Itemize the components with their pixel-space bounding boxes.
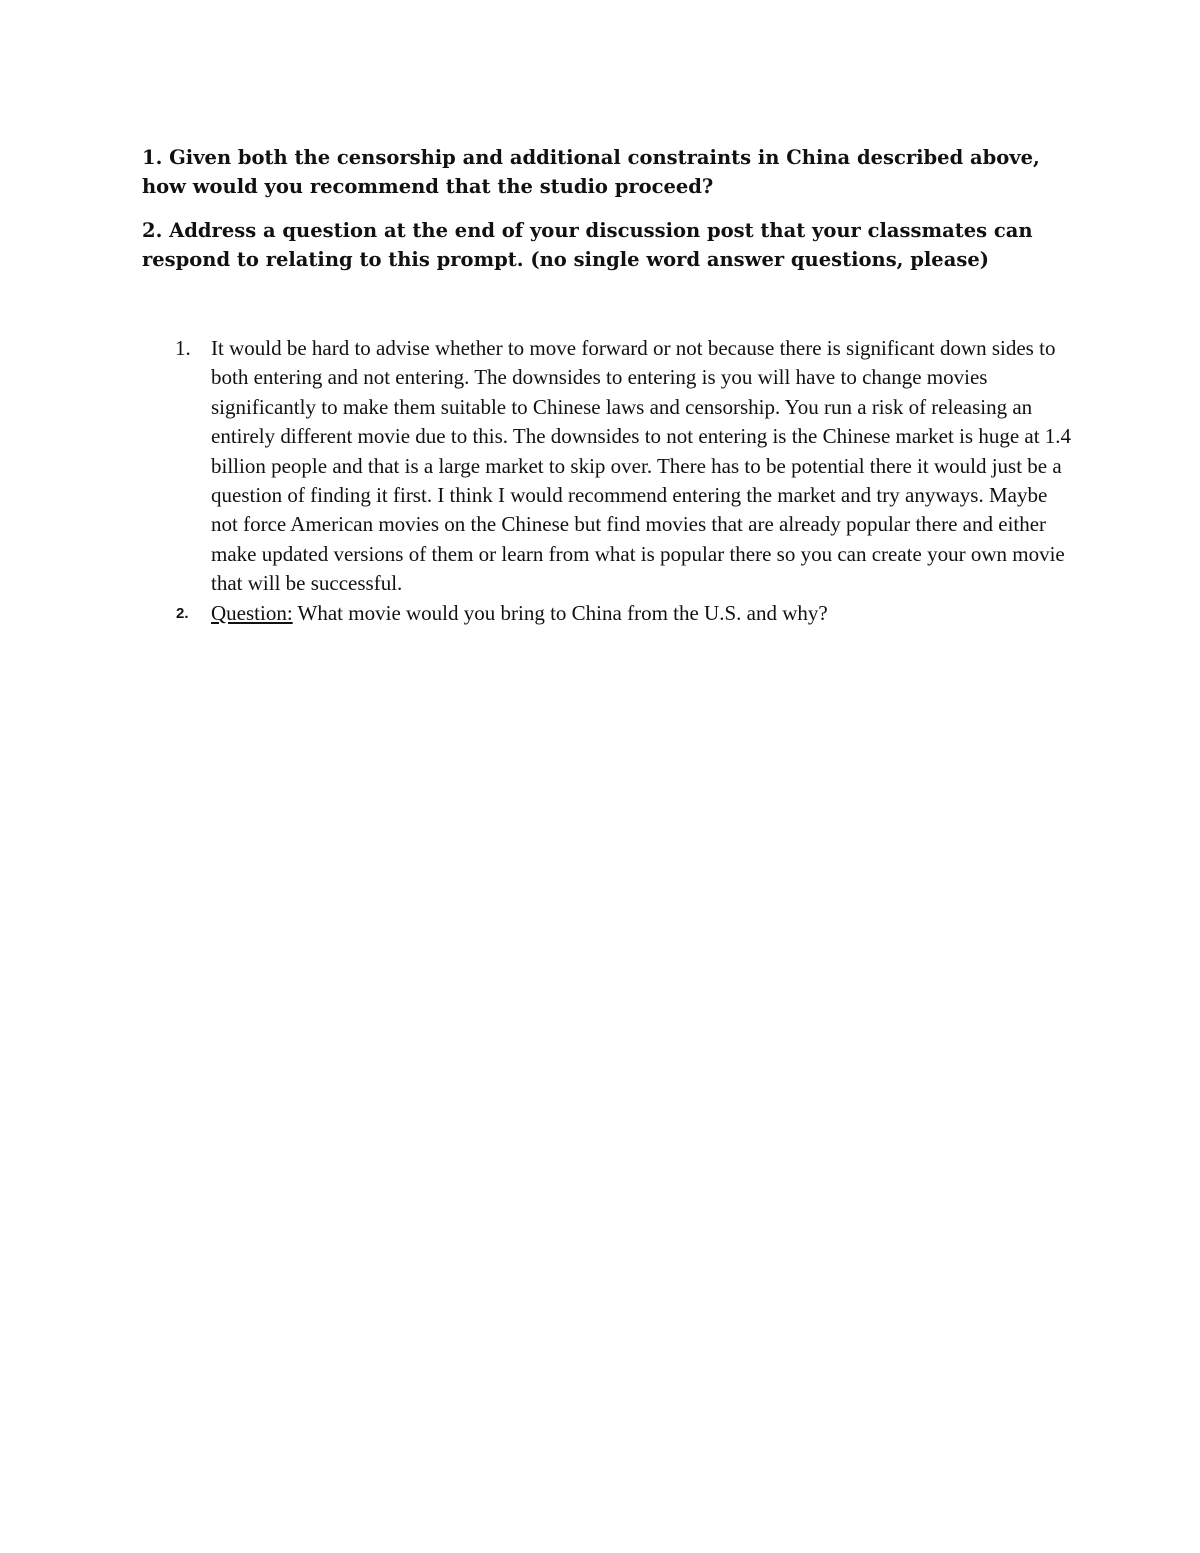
list-marker-1: 1. bbox=[175, 336, 191, 360]
question-label: Question: bbox=[211, 600, 293, 625]
answer-item-1 bbox=[142, 334, 1072, 599]
answer-item-2 bbox=[142, 599, 1072, 628]
prompt-question-2: 2. Address a question at the end of your discussion post that your classmates can respond to relating to this prompt. (no single word answer questions, please) bbox=[142, 219, 1033, 271]
answer-text-1: It would be hard to advise whether to move forward or not because there is significant down sides to both entering and not entering. The downsides to entering is you will have to change movies significantly to make them suitable to Chinese laws and censorship. You run a risk of releasing an entirely different movie due to this. The downsides to not entering is the Chinese market is huge at 1.4 billion people and that is a large market to skip over. There has to be potential there it would just be a question of finding it first. I think I would recommend entering the market and try anyways. Maybe not force American movies on the Chinese but find movies that are already popular there and either make updated versions of them or learn from what is popular there so you can create your own movie that will be successful. bbox=[211, 336, 1072, 596]
list-marker-2: 2. bbox=[176, 604, 189, 622]
prompt-question-1: 1. Given both the censorship and additional constraints in China described above, how would you recommend that the studio proceed? bbox=[142, 146, 1040, 198]
answer-list bbox=[142, 334, 1072, 628]
answer-text-2: What movie would you bring to China from the U.S. and why? bbox=[292, 600, 828, 625]
